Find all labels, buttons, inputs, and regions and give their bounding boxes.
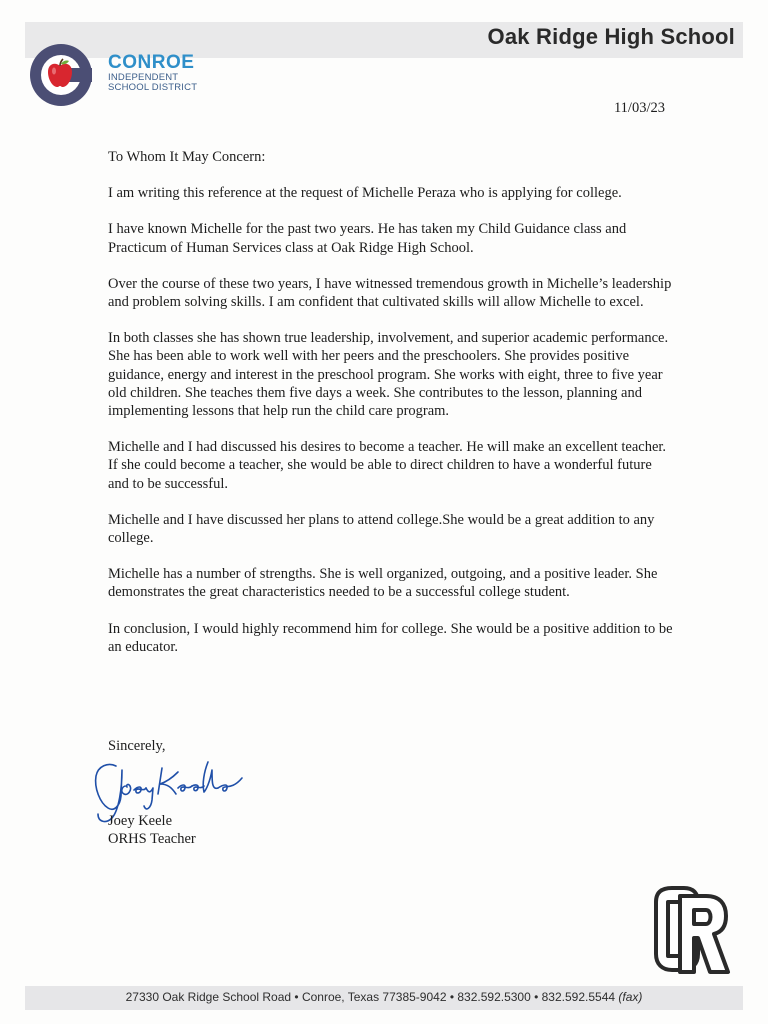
letter-date: 11/03/23 <box>613 100 665 116</box>
salutation: To Whom It May Concern: <box>108 149 266 165</box>
closing: Sincerely, <box>108 738 166 754</box>
footer-address-text: 27330 Oak Ridge School Road • Conroe, Texas 77385-9042 • 832.592.5300 • 832.592.5544 <box>125 990 619 1004</box>
signer-block <box>108 812 196 848</box>
paragraph-6: Michelle and I have discussed her plans to attend college.She would be a great addition to any college. <box>108 511 655 547</box>
or-monogram-icon <box>650 884 732 976</box>
signer-title: ORHS Teacher <box>108 831 196 847</box>
paragraph-1: I am writing this reference at the request of Michelle Peraza who is applying for college. <box>108 185 622 202</box>
apple-icon <box>43 57 77 91</box>
school-name: Oak Ridge High School <box>487 24 735 49</box>
district-subtitle <box>108 73 197 93</box>
letter-body <box>108 148 673 674</box>
paragraph-5: Michelle and I had discussed his desires to become a teacher. He will make an excellent teacher. If she could become a teacher, she would be able to direct children to have a wonderful future and to be successful. <box>108 439 667 492</box>
district-sub-line2: SCHOOL DISTRICT <box>108 82 198 93</box>
paragraph-3: Over the course of these two years, I have witnessed tremendous growth in Michelle’s leadership and problem solving skills. I am confident that cultivated skills will allow Michelle to excel. <box>108 275 672 311</box>
fax-label: (fax) <box>618 990 643 1004</box>
paragraph-8: In conclusion, I would highly recommend him for college. She would be a positive addition to be an educator. <box>108 620 673 655</box>
paragraph-2: I have known Michelle for the past two years. He has taken my Child Guidance class and Practicum of Human Services class at Oak Ridge High School. <box>108 221 627 256</box>
paragraph-7: Michelle has a number of strengths. She is well organized, outgoing, and a positive leader. She demonstrates the great characteristics needed to be a successful college student. <box>108 566 658 601</box>
district-sub-line1: INDEPENDENT <box>108 72 179 83</box>
footer-address <box>0 990 768 1004</box>
district-name: CONROE <box>108 52 195 73</box>
signer-name: Joey Keele <box>108 813 173 829</box>
paragraph-4: In both classes she has shown true leadership, involvement, and superior academic performance. She has been able to work well with her peers and the preschoolers. She provides positive guidance, energy and interest in the preschool program. She works with eight, three to five year old children. She teaches them five days a week. She contributes to the lesson, planning and implementing lessons that help run the child care program. <box>108 330 669 420</box>
